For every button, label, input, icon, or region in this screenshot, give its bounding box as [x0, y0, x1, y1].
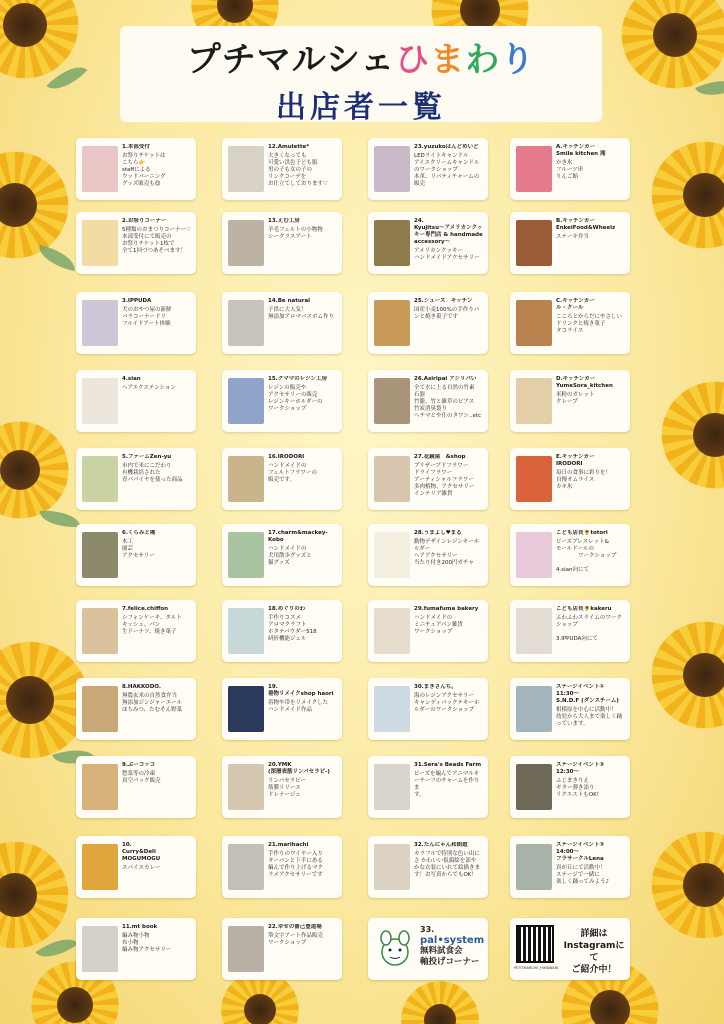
vendor-photo — [228, 378, 264, 424]
vendor-name: 2.お祭りコーナー — [122, 218, 167, 224]
vendor-card — [368, 370, 488, 432]
vendor-text — [122, 144, 193, 197]
vendor-name: 23.yuzukoはんどめいど — [414, 144, 479, 150]
vendor-card-palsystem — [368, 918, 488, 980]
vendor-name: 30.まきさんち。 — [414, 684, 457, 690]
vendor-card — [368, 836, 488, 898]
vendor-card — [222, 448, 342, 510]
vendor-description: 木工 園芸 アクセサリー — [122, 539, 155, 559]
vendor-text — [556, 144, 627, 197]
vendor-text — [556, 298, 627, 351]
vendor-text — [414, 606, 485, 659]
vendor-description: 羊毛フェルトの小物物 シーグラスアート — [268, 227, 323, 240]
vendor-text — [122, 454, 193, 507]
vendor-card — [76, 836, 196, 898]
vendor-description: ステーキ弁当 — [556, 234, 589, 240]
vendor-name: 16.IRODORI — [268, 454, 305, 460]
vendor-text — [556, 842, 627, 895]
vendor-card — [510, 292, 630, 354]
vendor-card — [222, 212, 342, 274]
vendor-description: 筆文字アート作品販売 ワークショップ — [268, 933, 323, 946]
vendor-name: 27.花鏡屋 &shop — [414, 454, 466, 460]
vendor-text — [122, 762, 193, 815]
leaf-icon — [35, 245, 78, 272]
vendor-photo — [374, 764, 410, 810]
vendor-name: 15.クママのレジン工房 — [268, 376, 327, 382]
vendor-photo — [228, 686, 264, 732]
qr-code[interactable] — [516, 925, 554, 963]
vendor-photo — [82, 608, 118, 654]
vendor-card — [510, 678, 630, 740]
vendor-photo — [82, 844, 118, 890]
vendor-photo — [516, 456, 552, 502]
vendor-card — [368, 448, 488, 510]
vendor-card — [76, 600, 196, 662]
instagram-handle: PETITMARCHE_HIMAWARI — [513, 966, 559, 970]
title-char-3: わ — [465, 40, 501, 80]
vendor-name: D.キッチンカー YumeSora_kitchen — [556, 376, 613, 389]
vendor-name: 25.シューズ キッチン — [414, 298, 473, 304]
vendor-photo — [374, 608, 410, 654]
vendor-description: 無農玄米の自然食弁当 無添加ジンジャーエール ほちみつ、たむそん野菜 — [122, 693, 183, 713]
vendor-card — [76, 678, 196, 740]
vendor-name: こども店長🌻totori — [556, 530, 608, 536]
vendor-photo — [374, 456, 410, 502]
vendor-text — [556, 376, 627, 429]
vendor-photo — [82, 378, 118, 424]
vendor-name: 10. Curry&Deli MOGUMOGU — [122, 842, 161, 862]
vendor-text — [414, 376, 485, 429]
vendor-photo — [516, 532, 552, 578]
vendor-photo — [82, 764, 118, 810]
vendor-card — [76, 138, 196, 200]
vendor-name: 12.Amulette* — [268, 144, 310, 150]
vendor-card — [368, 678, 488, 740]
vendor-photo — [228, 608, 264, 654]
vendor-card — [222, 370, 342, 432]
vendor-photo — [82, 456, 118, 502]
poster-title — [120, 32, 602, 81]
vendor-name: 28.うまよし♥まる — [414, 530, 462, 536]
vendor-text — [268, 376, 339, 429]
vendor-card — [510, 600, 630, 662]
vendor-description: 動物デザインレジンキーホ ルダー ヘアアクセサリー 当たり付き200円ガチャ — [414, 539, 480, 566]
vendor-card — [510, 212, 630, 274]
vendor-description: 子供に大人気！ 無添加アロマバスボム作り — [268, 307, 334, 320]
vendor-name: 14.Be natural — [268, 298, 311, 304]
instagram-message: 詳細は Instagramにて ご紹介中！ — [563, 929, 625, 975]
vendor-name: ステージイベント③ 14:00〜 フラサークルLena — [556, 842, 605, 862]
vendor-name: ステージイベント① 11:30〜 S.N.D.F (ダンスチーム) — [556, 684, 619, 704]
vendor-description: 犬のおやつ屋の新鮮 バラコーナードリ フルイドアート体験 — [122, 307, 172, 327]
vendor-photo — [228, 844, 264, 890]
vendor-description: 全て水に上る自然の竹素 石器 竹籠、竹と雑草のピアス 竹炭消臭袋り ヘチマとや仕のタワシ..etc — [414, 385, 482, 419]
sunflower-icon — [650, 620, 724, 730]
vendor-text — [268, 144, 339, 197]
vendor-description: ふわふわスライムのワーク ショップ 3.IPPUDA向にて — [556, 615, 622, 642]
vendor-card — [510, 756, 630, 818]
sunflower-icon — [0, 420, 70, 520]
vendor-text — [268, 298, 339, 351]
vendor-photo — [516, 608, 552, 654]
vendor-name: 6.くらみと庵 — [122, 530, 156, 536]
vendor-card — [76, 370, 196, 432]
vendor-description: 真が丘にて活動中！ ステージで一緒に 楽しく踊ってみよう♪ — [556, 865, 610, 885]
vendor-text — [556, 684, 627, 737]
vendor-name: 21.marihachi — [268, 842, 309, 848]
vendor-card — [76, 524, 196, 586]
vendor-description: シフォンケーキ、タルト キッシュ、パン 生ドーナツ、焼き菓子 — [122, 615, 182, 635]
vendor-text — [268, 454, 339, 507]
vendor-name: 1.本部受付 — [122, 144, 150, 150]
vendor-name: 3.IPPUDA — [122, 298, 152, 304]
vendor-photo — [82, 686, 118, 732]
vendor-text — [268, 762, 339, 815]
vendor-card — [222, 918, 342, 980]
vendor-name: 24. Kyujitsu〜アメリカンクッ キー専門店 & handmade accessory〜 — [414, 218, 483, 245]
vendor-text — [556, 606, 627, 659]
leaf-icon — [40, 509, 81, 529]
title-char-2: ま — [430, 40, 466, 80]
vendor-text — [268, 924, 339, 977]
vendor-name: ステージイベント② 12:30〜 — [556, 762, 605, 775]
palsystem-text — [420, 924, 486, 968]
vendor-card — [76, 448, 196, 510]
title-banner — [120, 26, 602, 125]
vendor-photo — [228, 532, 264, 578]
vendor-photo — [374, 378, 410, 424]
vendor-card — [222, 600, 342, 662]
vendor-description: ビーズを編んでアニマルキ ーチーフのチャームを作りま す。 — [414, 771, 480, 798]
vendor-name: 8.HAKKODO. — [122, 684, 161, 690]
vendor-description: ハンドメイドの フェルトフラワーの 販売です。 — [268, 463, 318, 483]
vendor-text — [268, 684, 339, 737]
vendor-photo — [82, 532, 118, 578]
vendor-name: 22.幸せの蕾己豊道場 — [268, 924, 322, 930]
sunflower-icon — [620, 0, 724, 90]
vendor-text — [122, 684, 193, 737]
vendor-card — [510, 836, 630, 898]
vendor-card — [222, 756, 342, 818]
vendor-name: 19. 着物リメイクshop haori — [268, 684, 334, 697]
vendor-description: ビーズブレスレット& モールドールの ワークショップ 4.sian向にて — [556, 539, 617, 573]
vendor-text — [414, 298, 485, 351]
instagram-info-card — [510, 918, 630, 980]
vendor-name: 18.めぐりのわ — [268, 606, 306, 612]
vendor-description: 毎日の食事に彩りを！ 自慢オムライス カキ氷 — [556, 470, 612, 490]
vendor-name: E.キッチンカー IRODORI — [556, 454, 595, 467]
vendor-card — [368, 212, 488, 274]
vendor-description: 手作りコスメ アロマクラフト ホタテパウダー518 研折機能ジェル — [268, 615, 317, 642]
vendor-photo — [374, 532, 410, 578]
sunflower-icon — [0, 840, 70, 950]
vendor-card — [368, 524, 488, 586]
vendor-card — [76, 212, 196, 274]
vendor-text — [122, 842, 193, 895]
vendor-description: 編み物小物 布小物 編み物アクセサリー — [122, 933, 172, 953]
vendor-card — [368, 600, 488, 662]
vendor-card — [510, 370, 630, 432]
vendor-name: 17.charm&mackey-Kobo — [268, 530, 328, 543]
vendor-text — [122, 376, 193, 429]
vendor-description: 市内で米にこだわり 有機栽培された 青パパイヤを使った商品 — [122, 463, 183, 483]
vendor-photo — [374, 686, 410, 732]
vendor-photo — [516, 378, 552, 424]
vendor-description: 着物や帯をリメイクした ハンドメイド作品 — [268, 700, 329, 713]
vendor-description: ヘアエクステンション — [122, 385, 176, 391]
vendor-text — [414, 144, 485, 197]
vendor-description: ハンドメイドの 犬用散歩グッズと 猫グッズ — [268, 546, 312, 566]
vendor-description: 相模原を中心に活動中！ 幼児から大人まで楽しく踊 っています。 — [556, 707, 623, 727]
vendor-description: レジンの販売や アクセサリーの販売 レジンキーホルダーの ワークショップ — [268, 385, 323, 412]
poster-subtitle: 出店者一覧 — [276, 90, 446, 125]
vendor-text — [414, 842, 485, 895]
vendor-name: A.キッチンカー Smile kitchen 滝 — [556, 144, 606, 157]
vendor-text — [122, 924, 193, 977]
vendor-description: アメリカンクッキー ハンドメイドアクセサリー — [414, 248, 480, 261]
vendor-text — [268, 842, 339, 895]
vendor-text — [414, 684, 485, 737]
sunflower-icon — [650, 140, 724, 250]
vendor-text — [268, 530, 339, 583]
vendor-description: かき氷 フルーツ串 りんご飴 — [556, 160, 584, 180]
vendor-description: 海のレジンアクセサリー キャンディパックテキーホ ルダーのワークショップ — [414, 693, 480, 713]
vendor-photo — [82, 146, 118, 192]
vendor-text — [122, 606, 193, 659]
vendor-photo — [228, 220, 264, 266]
vendor-name: こども店長🌻kakeru — [556, 606, 612, 612]
vendor-card — [76, 292, 196, 354]
vendor-description: スパイスカレー — [122, 865, 161, 871]
vendor-text — [414, 218, 485, 271]
vendor-photo — [228, 764, 264, 810]
vendor-text — [122, 530, 193, 583]
vendor-photo — [516, 146, 552, 192]
vendor-photo — [374, 844, 410, 890]
vendor-text — [556, 454, 627, 507]
vendor-description: 無料試食会 軸投げコーナー — [420, 946, 480, 967]
vendor-name: 13.えむ工房 — [268, 218, 300, 224]
vendor-name: 7.felice.chiffon — [122, 606, 169, 612]
vendor-name: 31.Sera's Beads Farm — [414, 762, 482, 768]
title-char-1: ひ — [395, 40, 431, 80]
vendor-name: 32.たんにゃん和朗遊 — [414, 842, 468, 848]
vendor-photo — [516, 686, 552, 732]
vendor-name: B.キッチンカー EnkeiFood&Wheelz — [556, 218, 616, 231]
vendor-description: カラフルで特別な色い出に さ かわいい仮顔絵を部や かな衣装にいれて絵描きま す！お写真からでもOK！ — [414, 851, 481, 878]
vendor-card — [510, 138, 630, 200]
vendor-text — [122, 218, 193, 271]
vendor-photo — [228, 926, 264, 972]
vendor-description: こころとからだにやさしい ドリンクと焼き菓子 タコライス — [556, 314, 623, 334]
vendor-name: 11.mt book — [122, 924, 158, 930]
vendor-text — [268, 606, 339, 659]
vendor-photo — [516, 220, 552, 266]
vendor-card — [76, 756, 196, 818]
vendor-photo — [82, 926, 118, 972]
vendor-card — [222, 678, 342, 740]
vendor-text — [414, 762, 485, 815]
vendor-description: お祭りチケットは こちら👉 staffによる ウッドバーニング グッズ販売も😊 — [122, 153, 166, 187]
vendor-photo — [228, 300, 264, 346]
vendor-name: 20.YMK (深層表筋リンパセラピ-) — [268, 762, 330, 775]
vendor-description: 米粉のガレット クレープ — [556, 392, 595, 405]
vendor-number: 33. — [420, 925, 435, 934]
vendor-card — [222, 836, 342, 898]
vendor-description: 惣菜等の冷凍 真空パック販売 — [122, 771, 161, 784]
mascot-icon — [376, 928, 414, 968]
sunflower-icon — [0, 0, 80, 80]
vendor-description: 国産小麦100%の手作りパ ンと焼き菓子です — [414, 307, 480, 320]
vendor-text — [414, 530, 485, 583]
vendor-name: 9.ぷーコッコ — [122, 762, 156, 768]
vendor-photo — [82, 220, 118, 266]
vendor-text — [556, 530, 627, 583]
title-char-4: り — [500, 40, 536, 80]
sunflower-icon — [660, 380, 724, 490]
vendor-card — [510, 524, 630, 586]
palsystem-logo: pal•system — [420, 935, 485, 946]
sunflower-icon — [0, 150, 70, 260]
vendor-card — [510, 448, 630, 510]
title-text: プチマルシェ — [186, 40, 396, 80]
vendor-card — [76, 918, 196, 980]
vendor-photo — [228, 146, 264, 192]
vendor-photo — [516, 300, 552, 346]
vendor-description: ふじまきりえ ギター弾き語り リクエストもOK! — [556, 778, 599, 798]
vendor-name: 4.sian — [122, 376, 141, 382]
vendor-card — [222, 292, 342, 354]
vendor-text — [268, 218, 339, 271]
vendor-text — [556, 218, 627, 271]
vendor-description: ハンドメイドの ミニチュアパン雑貨 ワークショップ — [414, 615, 463, 635]
vendor-photo — [228, 456, 264, 502]
vendor-name: 26.Asiripai アシリパい — [414, 376, 477, 382]
vendor-photo — [374, 146, 410, 192]
vendor-photo — [82, 300, 118, 346]
vendor-photo — [516, 764, 552, 810]
vendor-text — [414, 454, 485, 507]
vendor-description: LEDライトキャンドル アイスクリームキャンドル のワークショップ 本革、リバティチャームの 販売 — [414, 153, 480, 187]
vendor-name: C.キッチンカー ル・クール — [556, 298, 595, 311]
vendor-card — [368, 756, 488, 818]
vendor-card — [222, 524, 342, 586]
vendor-description: 手作りのワイヤー入り ターバンと下半にある 編んで作り上げるマク ラメアクセサリーです — [268, 851, 324, 878]
vendor-name: 29.fumafuma bakery — [414, 606, 479, 612]
sunflower-icon — [650, 830, 724, 940]
vendor-card — [368, 292, 488, 354]
vendor-description: 5種類のおまつりコーナー♡ 本部受付にて販売の お祭りチケット1枚で 全て1回づつあそべます！ — [122, 227, 191, 254]
vendor-text — [122, 298, 193, 351]
vendor-photo — [374, 220, 410, 266]
vendor-photo — [516, 844, 552, 890]
vendor-description: リンパセラピー 筋膜リリース ドレナージュ — [268, 778, 306, 798]
sunflower-icon — [400, 980, 480, 1024]
vendor-card — [368, 138, 488, 200]
vendor-card — [222, 138, 342, 200]
vendor-description: プリザーブドフラワー ドライフラワー アーティシャルフラワー 多肉植物、アクセサリー インテリア雑貨 — [414, 463, 475, 497]
vendor-text — [556, 762, 627, 815]
vendor-name: 5.ファームZen-yu — [122, 454, 172, 460]
vendor-photo — [374, 300, 410, 346]
vendor-description: 大きくなっても 可愛い洪色子ども服 男の子も女の子の リンクコーデを お仕立てしております♡ — [268, 153, 328, 187]
